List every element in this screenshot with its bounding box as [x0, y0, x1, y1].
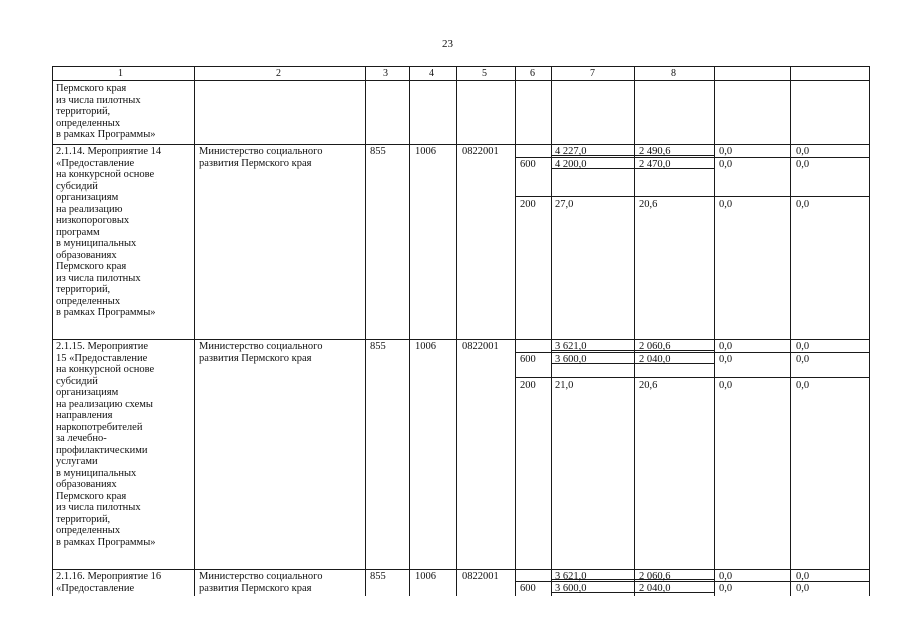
col-border	[456, 66, 457, 596]
cell-col-7: 3 600,0	[555, 583, 587, 594]
row-separator	[52, 569, 870, 570]
cell-col-7: 27,0	[555, 199, 574, 210]
cell-col-3: 855	[370, 341, 386, 352]
col-border	[714, 66, 715, 596]
header-cell-2: 2	[276, 68, 281, 79]
cell-col-8: 2 040,0	[639, 583, 671, 594]
cell-col-8: 20,6	[639, 199, 658, 210]
header-cell-3: 3	[383, 68, 388, 79]
cell-col-9: 0,0	[719, 146, 733, 157]
cell-col-6: 600	[520, 159, 536, 170]
subrow-rule	[515, 377, 870, 378]
cell-col-9: 0,0	[719, 341, 733, 352]
col-border	[634, 66, 635, 596]
header-cell-1: 1	[118, 68, 123, 79]
table-top-border	[52, 66, 870, 67]
cell-col-10: 0,0	[796, 380, 810, 391]
header-cell-7: 7	[590, 68, 595, 79]
cell-col-7: 4 200,0	[555, 159, 587, 170]
cell-col-8: 2 470,0	[639, 159, 671, 170]
cell-col-5: 0822001	[462, 571, 499, 582]
cell-col-8: 2 040,0	[639, 354, 671, 365]
cell-col-10: 0,0	[796, 583, 810, 594]
cell-col-7: 3 621,0	[555, 341, 587, 352]
measure-description: 2.1.15. Мероприятие 15 «Предоставление на конкурсной основе субсидий организациям на реализацию схемы направления наркопотребителей за лечебно- профилактическими услугами в муниципальных образованиях Пермского края из числа пилотных территорий, определенных в рамках Программы»	[56, 341, 156, 548]
row-separator	[52, 339, 870, 340]
cell-col-8: 2 490,6	[639, 146, 671, 157]
col-border	[52, 66, 53, 596]
cell-col-9: 0,0	[719, 199, 733, 210]
cell-col-10: 0,0	[796, 159, 810, 170]
cell-col-4: 1006	[415, 341, 436, 352]
col-border	[551, 66, 552, 596]
executor: Министерство социального развития Пермского края	[199, 341, 323, 364]
cell-col-5: 0822001	[462, 341, 499, 352]
measure-description: Пермского края из числа пилотных территорий, определенных в рамках Программы»	[56, 83, 156, 140]
cell-col-6: 200	[520, 380, 536, 391]
col-border	[365, 66, 366, 596]
header-cell-5: 5	[482, 68, 487, 79]
cell-col-6: 600	[520, 354, 536, 365]
measure-description: 2.1.14. Мероприятие 14 «Предоставление на конкурсной основе субсидий организациям на реализацию низкопороговых программ в муниципальных образованиях Пермского края из числа пилотных территорий, определенных в рамках Программы»	[56, 146, 162, 318]
cell-col-4: 1006	[415, 146, 436, 157]
cell-col-9: 0,0	[719, 354, 733, 365]
col-border	[194, 66, 195, 596]
cell-col-10: 0,0	[796, 354, 810, 365]
cell-col-9: 0,0	[719, 583, 733, 594]
executor: Министерство социального развития Пермского края	[199, 146, 323, 169]
cell-col-7: 21,0	[555, 380, 574, 391]
cell-col-4: 1006	[415, 571, 436, 582]
cell-col-9: 0,0	[719, 159, 733, 170]
cell-col-5: 0822001	[462, 146, 499, 157]
header-cell-4: 4	[429, 68, 434, 79]
cell-col-6: 200	[520, 199, 536, 210]
subrow-rule	[515, 196, 870, 197]
col-border	[409, 66, 410, 596]
page-number: 23	[442, 38, 453, 50]
header-cell-6: 6	[530, 68, 535, 79]
measure-description: 2.1.16. Мероприятие 16 «Предоставление	[56, 571, 162, 594]
cell-col-10: 0,0	[796, 199, 810, 210]
header-cell-8: 8	[671, 68, 676, 79]
cell-col-6: 600	[520, 583, 536, 594]
col-border	[869, 66, 870, 596]
cell-col-9: 0,0	[719, 380, 733, 391]
cell-col-9: 0,0	[719, 571, 733, 582]
executor: Министерство социального развития Пермского края	[199, 571, 323, 594]
cell-col-8: 2 060,6	[639, 341, 671, 352]
col-border	[790, 66, 791, 596]
cell-col-3: 855	[370, 146, 386, 157]
cell-col-10: 0,0	[796, 341, 810, 352]
col-border	[515, 66, 516, 596]
cell-col-8: 20,6	[639, 380, 658, 391]
cell-col-7: 3 600,0	[555, 354, 587, 365]
row-separator	[52, 144, 870, 145]
cell-col-7: 4 227,0	[555, 146, 587, 157]
cell-col-10: 0,0	[796, 571, 810, 582]
cell-col-7: 3 621,0	[555, 571, 587, 582]
cell-col-3: 855	[370, 571, 386, 582]
cell-col-8: 2 060,6	[639, 571, 671, 582]
cell-col-10: 0,0	[796, 146, 810, 157]
header-bottom-rule	[52, 80, 870, 81]
